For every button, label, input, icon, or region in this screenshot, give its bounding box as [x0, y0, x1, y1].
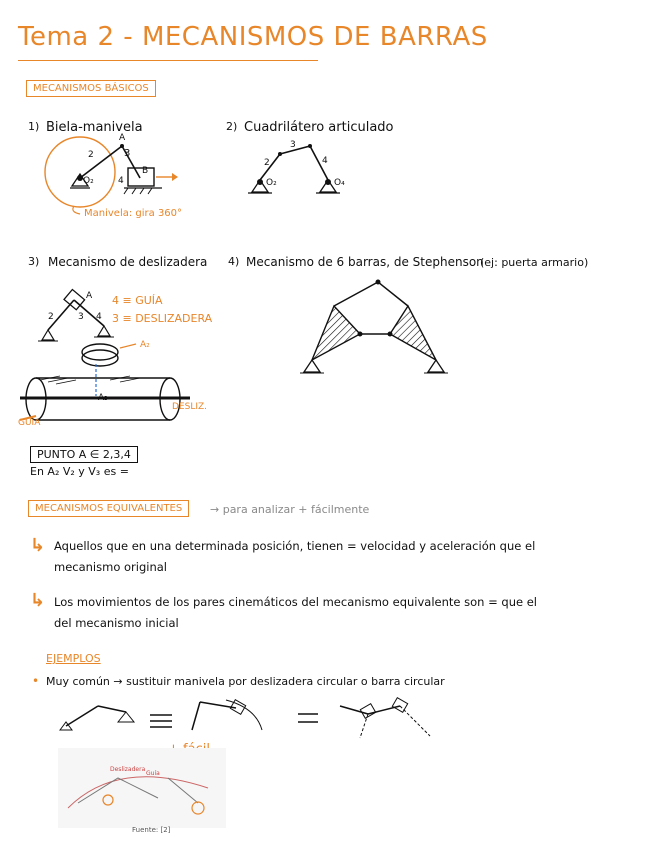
m2-label-O2: O₂	[266, 178, 277, 188]
m3-label-4: 4	[96, 312, 102, 322]
m2-label-3: 3	[290, 140, 296, 150]
m3-3d-label-desliz: DESLIZ.	[172, 402, 208, 412]
equivalence-sketches	[60, 698, 430, 738]
mech1-number: 1)	[28, 120, 40, 133]
mech4-title: Mecanismo de 6 barras, de Stephenson	[246, 255, 484, 269]
point-box: PUNTO A ∈ 2,3,4	[30, 446, 138, 463]
mech4-example: (ej: puerta armario)	[480, 256, 589, 269]
thumb-label-slider: Deslizadera	[110, 766, 146, 773]
section-heading-equivalent: MECANISMOS EQUIVALENTES	[28, 500, 189, 517]
stephenson-drawing	[300, 280, 448, 374]
slider-crank-drawing	[45, 137, 178, 214]
equivalent-definition-2: Los movimientos de los pares cinemáticos del mecanismo equivalente son = que el del mecanismo inicial	[54, 595, 537, 630]
bullet-arrow-icon: ↳	[30, 535, 46, 556]
mech3-title: Mecanismo de deslizadera	[48, 255, 208, 269]
m3-label-3: 3	[78, 312, 84, 322]
examples-bullet-text: Muy común → sustituir manivela por deslizadera circular o barra circular	[46, 675, 445, 688]
mech4-number: 4)	[228, 255, 240, 268]
m3-label-A: A	[86, 291, 93, 301]
section-heading-basic: MECANISMOS BÁSICOS	[26, 80, 156, 97]
reference-figure	[58, 748, 226, 828]
mech1-title: Biela-manivela	[46, 120, 143, 135]
mech3-number: 3)	[28, 255, 40, 268]
equivalent-aside: → para analizar + fácilmente	[210, 503, 370, 516]
mech2-title: Cuadrilátero articulado	[244, 120, 394, 135]
m1-label-4: 4	[118, 176, 124, 186]
mech2-number: 2)	[226, 120, 238, 133]
m1-crank-note: Manivela: gira 360°	[84, 208, 183, 219]
m3-note-guide: 4 ≡ GUÍA	[112, 294, 163, 307]
equivalent-definition-1: Aquellos que en una determinada posición, tienen = velocidad y aceleración que el mecanismo original	[54, 539, 536, 574]
m3-3d-label-guide: GUÍA	[18, 418, 41, 428]
point-note: En A₂ V₂ y V₃ es =	[30, 465, 129, 478]
m3-label-2: 2	[48, 312, 54, 322]
figure-source: Fuente: [2]	[132, 826, 171, 834]
examples-bullet-dot: •	[32, 674, 40, 688]
m1-label-O2: O₂	[83, 176, 94, 186]
bullet-arrow-icon: ↳	[30, 590, 46, 611]
thumb-label-guide: Guía	[146, 770, 160, 777]
page-title: Tema 2 - MECANISMOS DE BARRAS	[18, 22, 488, 52]
m1-label-B: B	[142, 166, 149, 176]
examples-heading: EJEMPLOS	[46, 652, 101, 665]
m2-label-2: 2	[264, 158, 270, 168]
m3-3d-label-A2: A₂	[140, 340, 150, 350]
m3-3d-label-A3: A₃	[98, 393, 108, 403]
m2-label-4: 4	[322, 156, 328, 166]
m3-note-slider: 3 ≡ DESLIZADERA	[112, 312, 213, 325]
four-bar-drawing	[248, 144, 340, 193]
m1-label-3: 3	[124, 148, 131, 159]
m1-label-2: 2	[88, 150, 94, 160]
m2-label-O4: O₄	[334, 178, 345, 188]
m1-label-A: A	[119, 133, 126, 143]
